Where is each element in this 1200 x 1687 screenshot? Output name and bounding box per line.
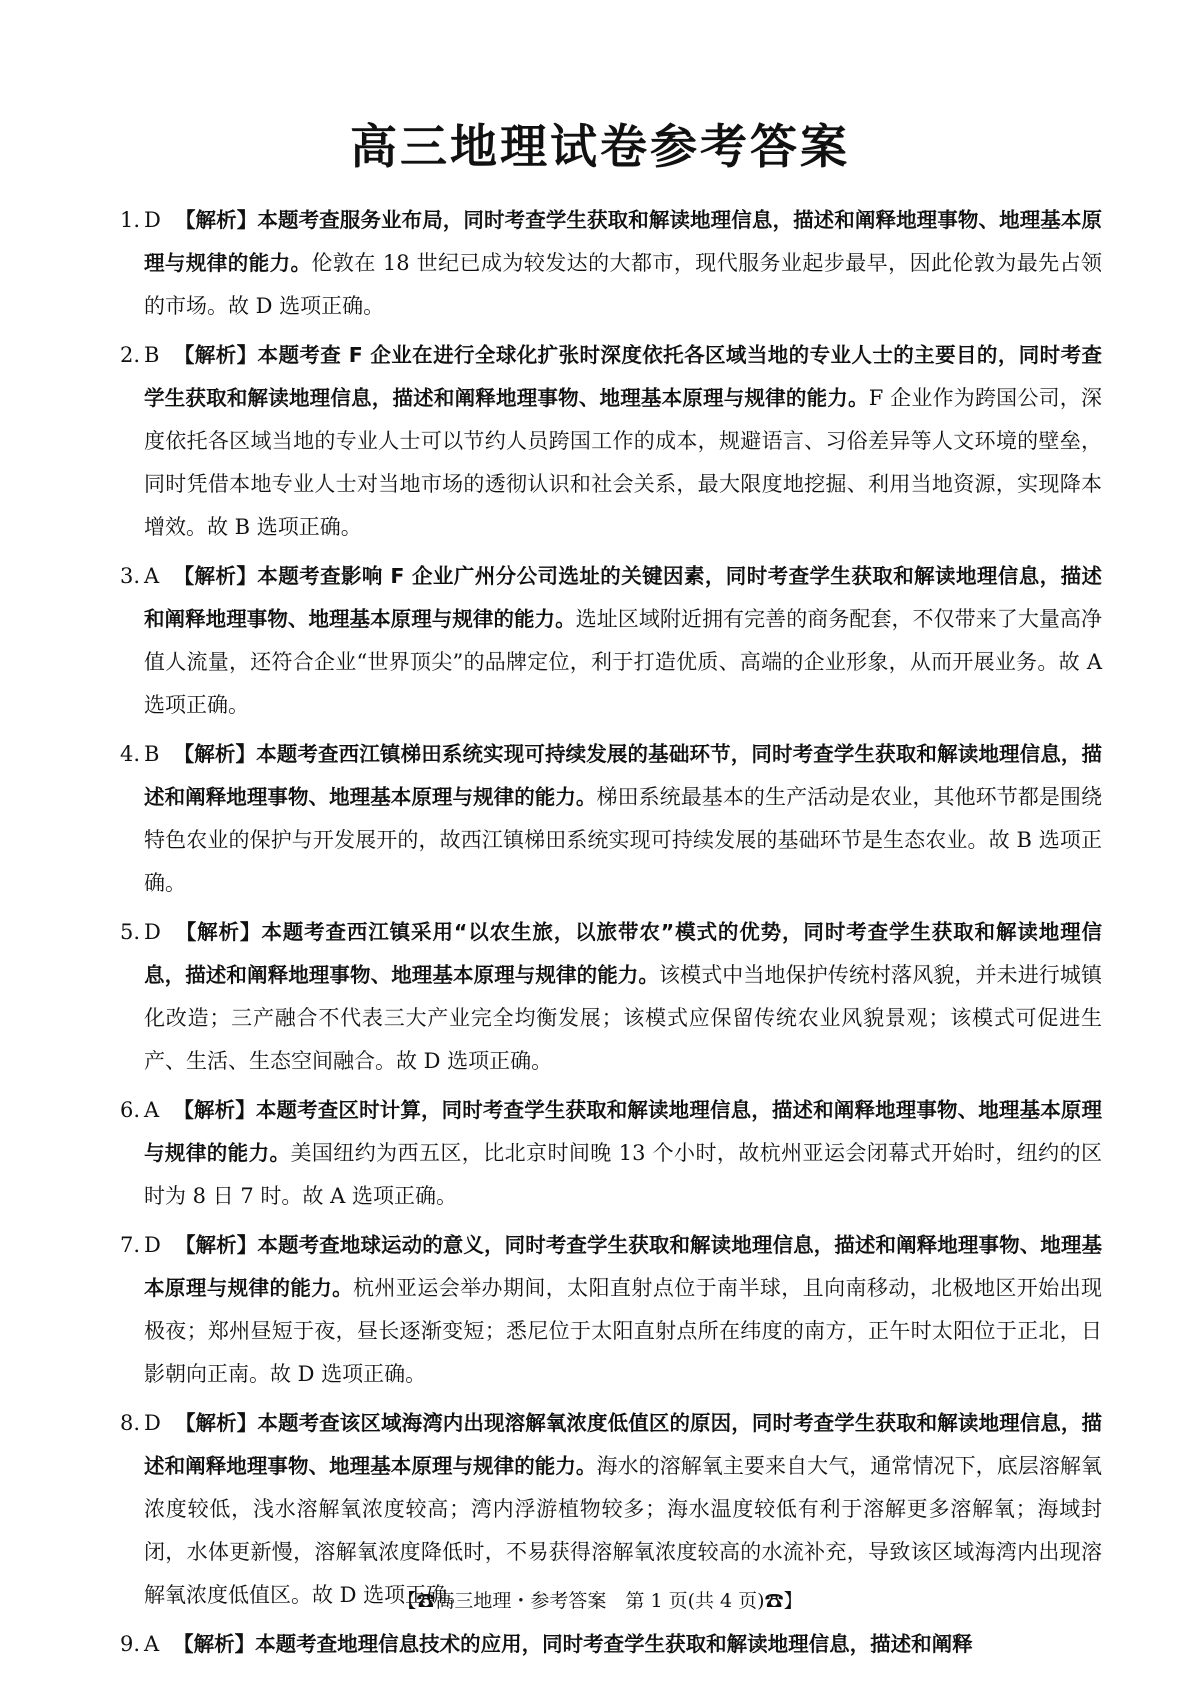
item-explanation: F 企业作为跨国公司，深度依托各区域当地的专业人士可以节约人员跨国工作的成本，规避语言、习俗差异等人文环境的壁垒，同时凭借本地专业人士对当地市场的透彻认识和社会关系，最大限度地挖掘、利用当地资源，实现降本增效。故 B 选项正确。 xyxy=(144,386,1103,539)
item-explanation: 杭州亚运会举办期间，太阳直射点位于南半球，且向南移动，北极地区开始出现极夜；郑州昼短于夜，昼长逐渐变短；悉尼位于太阳直射点所在纬度的南方，正午时太阳位于正北，日影朝向正南。故 D 选项正确。 xyxy=(144,1276,1102,1386)
item-explanation: 选址区域附近拥有完善的商务配套，不仅带来了大量高净值人流量，还符合企业“世界顶尖”的品牌定位，利于打造优质、高端的企业形象，从而开展业务。故 A 选项正确。 xyxy=(144,607,1103,717)
item-tag: 【解析】 xyxy=(174,1233,258,1257)
item-answer: B xyxy=(144,343,160,367)
item-tag: 【解析】 xyxy=(173,1632,256,1656)
answer-item-4 xyxy=(120,733,1102,905)
item-explanation: 海水的溶解氧主要来自大气，通常情况下，底层溶解氧浓度较低，浅水溶解氧浓度较高；湾内浮游植物较多；海水温度较低有利于溶解更多溶解氧；海域封闭，水体更新慢，溶解氧浓度降低时，不易获得溶解氧浓度较高的水流补充，导致该区域海湾内出现溶解氧浓度低值区。故 D 选项正确。 xyxy=(144,1454,1102,1607)
item-tag: 【解析】 xyxy=(173,742,257,766)
item-number: 1. xyxy=(120,208,141,232)
item-answer: D xyxy=(144,1411,161,1435)
page-footer: 【☎高三地理・参考答案 第 1 页(共 4 页)☎】 xyxy=(397,1590,803,1612)
item-explanation: 伦敦在 18 世纪已成为较发达的大都市，现代服务业起步最早，因此伦敦为最先占领的市场。故 D 选项正确。 xyxy=(144,251,1103,318)
item-answer: A xyxy=(144,1632,160,1656)
answer-list xyxy=(120,199,1102,1672)
document-title: 高三地理试卷参考答案 xyxy=(350,120,850,175)
item-answer: D xyxy=(144,920,161,944)
item-number: 6. xyxy=(120,1098,141,1122)
item-explanation: 该模式中当地保护传统村落风貌，并未进行城镇化改造；三产融合不代表三大产业完全均衡发展；该模式应保留传统农业风貌景观；该模式可促进生产、生活、生态空间融合。故 D 选项正确。 xyxy=(144,963,1102,1073)
answer-item-3 xyxy=(120,555,1102,727)
answer-item-2 xyxy=(120,334,1102,549)
item-number: 3. xyxy=(120,564,141,588)
item-tag: 【解析】 xyxy=(174,208,258,232)
answer-item-5 xyxy=(120,911,1102,1083)
answer-item-6 xyxy=(120,1089,1102,1218)
item-summary: 本题考查西江镇采用“以农生旅，以旅带农”模式的优势，同时考查学生获取和解读地理信息，描述和阐释地理事物、地理基本原理与规律的能力。 xyxy=(144,920,1103,987)
item-answer: B xyxy=(144,742,160,766)
item-number: 8. xyxy=(120,1411,141,1435)
answer-item-8 xyxy=(120,1402,1102,1617)
item-summary: 本题考查区时计算，同时考查学生获取和解读地理信息，描述和阐释地理事物、地理基本原理与规律的能力。 xyxy=(144,1098,1102,1165)
item-tag: 【解析】 xyxy=(173,343,258,367)
item-tag: 【解析】 xyxy=(174,1411,258,1435)
item-summary: 本题考查西江镇梯田系统实现可持续发展的基础环节，同时考查学生获取和解读地理信息，描述和阐释地理事物、地理基本原理与规律的能力。 xyxy=(144,742,1103,809)
item-explanation: 梯田系统最基本的生产活动是农业，其他环节都是围绕特色农业的保护与开发展开的，故西江镇梯田系统实现可持续发展的基础环节是生态农业。故 B 选项正确。 xyxy=(144,785,1102,895)
answer-item-9 xyxy=(120,1623,1102,1666)
answer-item-7 xyxy=(120,1224,1102,1396)
item-tag: 【解析】 xyxy=(173,564,258,588)
item-number: 4. xyxy=(120,742,141,766)
item-summary: 本题考查该区域海湾内出现溶解氧浓度低值区的原因，同时考查学生获取和解读地理信息，描述和阐释地理事物、地理基本原理与规律的能力。 xyxy=(144,1411,1103,1478)
item-answer: D xyxy=(144,208,161,232)
item-number: 7. xyxy=(120,1233,141,1257)
item-number: 9. xyxy=(120,1632,141,1656)
item-answer: A xyxy=(144,1098,160,1122)
item-number: 2. xyxy=(120,343,141,367)
item-explanation: 美国纽约为西五区，比北京时间晚 13 个小时，故杭州亚运会闭幕式开始时，纽约的区时为 8 日 7 时。故 A 选项正确。 xyxy=(144,1141,1102,1208)
item-tag: 【解析】 xyxy=(173,1098,256,1122)
item-summary: 本题考查 F 企业在进行全球化扩张时深度依托各区域当地的专业人士的主要目的，同时考查学生获取和解读地理信息，描述和阐释地理事物、地理基本原理与规律的能力。 xyxy=(144,343,1103,410)
item-answer: A xyxy=(144,564,160,588)
answer-item-1 xyxy=(120,199,1102,328)
item-answer: D xyxy=(144,1233,161,1257)
item-summary: 本题考查影响 F 企业广州分公司选址的关键因素，同时考查学生获取和解读地理信息，描述和阐释地理事物、地理基本原理与规律的能力。 xyxy=(144,564,1103,631)
item-tag: 【解析】 xyxy=(174,920,262,944)
item-summary: 本题考查地理信息技术的应用，同时考查学生获取和解读地理信息，描述和阐释 xyxy=(255,1632,973,1656)
item-number: 5. xyxy=(120,920,141,944)
item-summary: 本题考查服务业布局，同时考查学生获取和解读地理信息，描述和阐释地理事物、地理基本原理与规律的能力。 xyxy=(144,208,1103,275)
item-summary: 本题考查地球运动的意义，同时考查学生获取和解读地理信息，描述和阐释地理事物、地理基本原理与规律的能力。 xyxy=(144,1233,1103,1300)
